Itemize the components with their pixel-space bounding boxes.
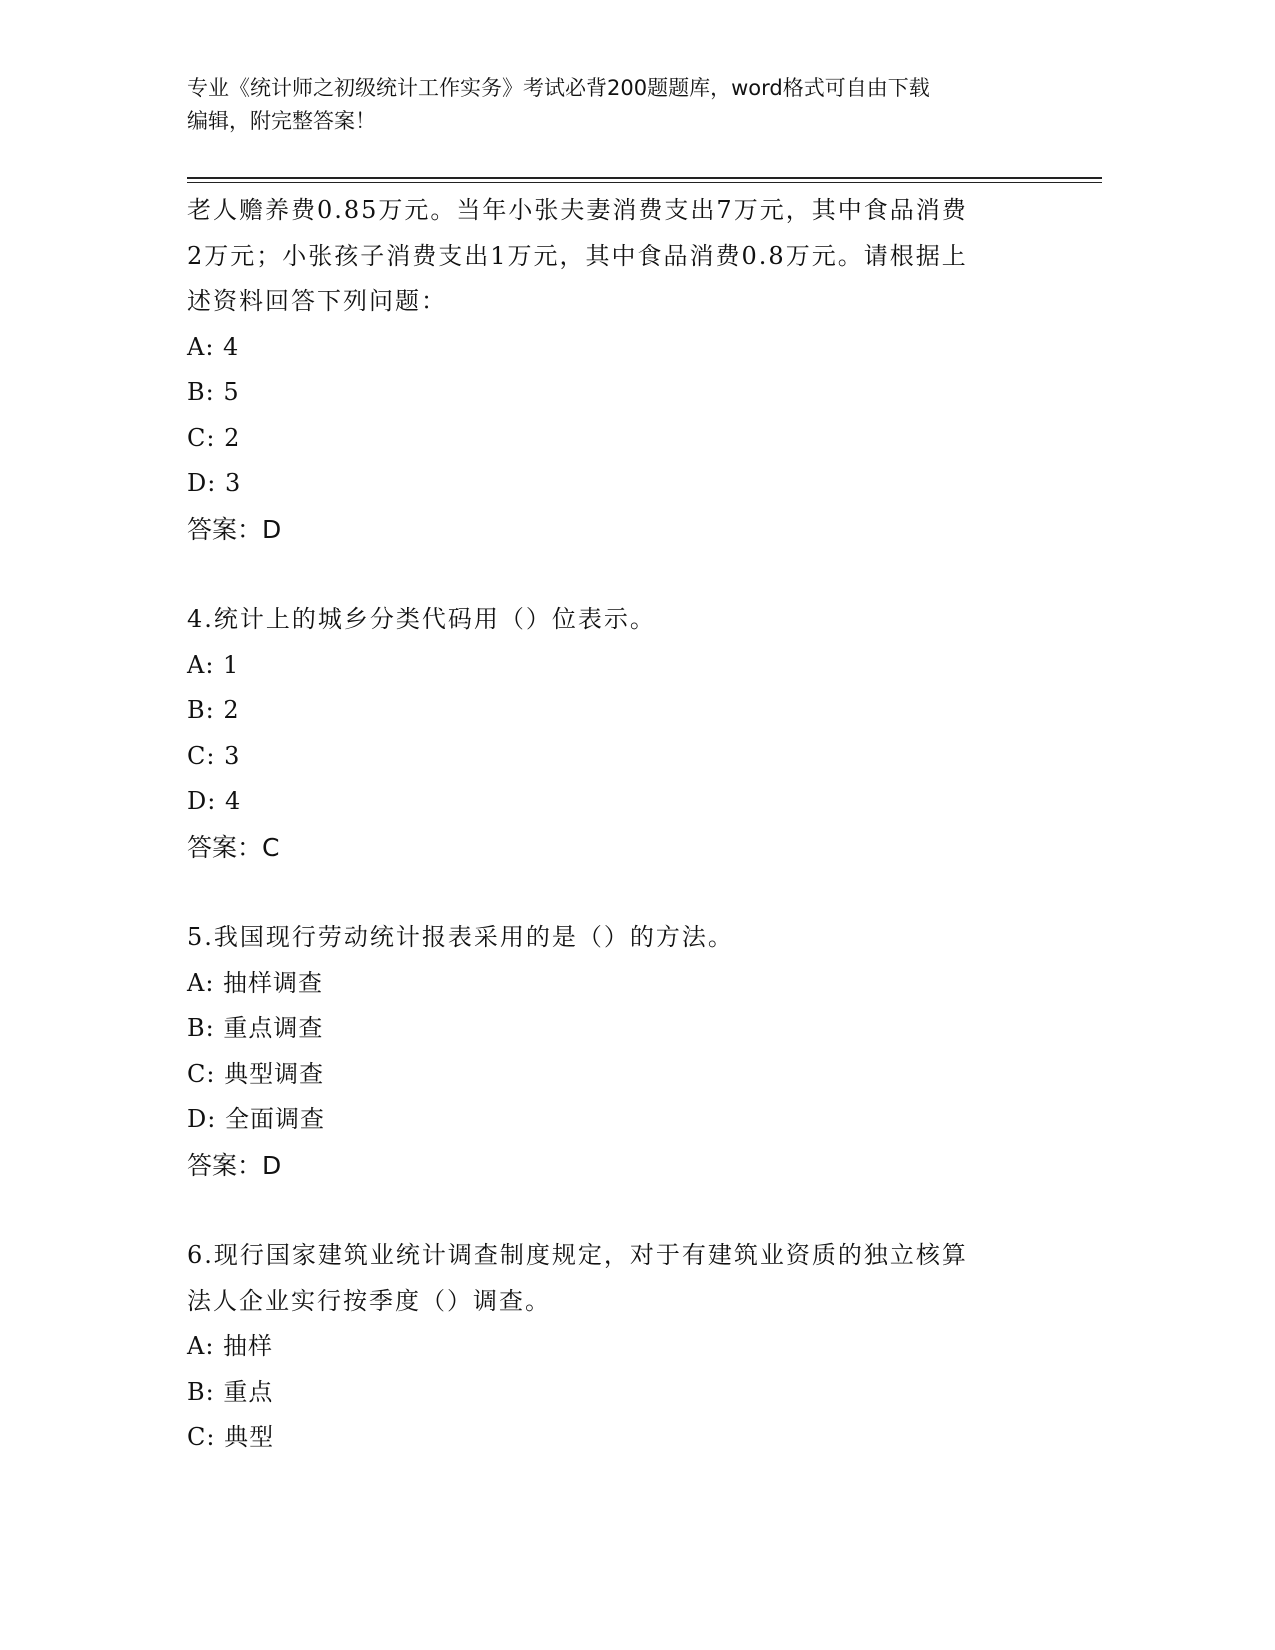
header-line-2: 编辑，附完整答案！ [187, 109, 376, 133]
question-3-option-c: C: 2 [187, 423, 241, 452]
question-6-option-a: A: 抽样 [187, 1332, 274, 1360]
question-6-stem-line: 法人企业实行按季度（）调查。 [187, 1286, 551, 1315]
document-header [187, 72, 1087, 138]
question-5-option-c: C: 典型调查 [187, 1059, 325, 1088]
question-4-option-a: A: 1 [187, 650, 240, 679]
question-3-option-d: D: 3 [187, 469, 242, 497]
question-4-option-c: C: 3 [187, 741, 241, 770]
question-6 [187, 1233, 1067, 1461]
question-3-stem-line: 2万元；小张孩子消费支出1万元，其中食品消费0.8万元。请根据上 [187, 241, 968, 270]
question-6-option-b: B: 重点 [187, 1377, 274, 1406]
question-4-stem-line: 4.统计上的城乡分类代码用（）位表示。 [187, 605, 656, 633]
question-5-stem-line: 5.我国现行劳动统计报表采用的是（）的方法。 [187, 923, 734, 951]
question-4-option-d: D: 4 [187, 787, 242, 815]
question-5-answer: 答案：D [187, 1150, 282, 1180]
question-4-option-b: B: 2 [187, 696, 240, 724]
question-3-stem-line: 老人赡养费0.85万元。当年小张夫妻消费支出7万元，其中食品消费 [187, 196, 968, 224]
question-5 [187, 915, 1067, 1188]
header-rule-thin [187, 182, 1102, 183]
question-6-stem-line: 6.现行国家建筑业统计调查制度规定，对于有建筑业资质的独立核算 [187, 1241, 968, 1269]
question-6-option-c: C: 典型 [187, 1423, 275, 1451]
question-3-answer: 答案：D [187, 514, 282, 544]
header-line-1: 专业《统计师之初级统计工作实务》考试必背200题题库，word格式可自由下载 [187, 76, 930, 100]
question-3-stem-line: 述资料回答下列问题： [187, 287, 447, 315]
header-rule-thick [187, 177, 1102, 179]
question-5-option-b: B: 重点调查 [187, 1014, 324, 1042]
question-5-option-d: D: 全面调查 [187, 1105, 325, 1133]
question-3-option-a: A: 4 [187, 332, 240, 361]
question-4 [187, 597, 1067, 870]
question-3-option-b: B: 5 [187, 378, 240, 406]
question-3 [187, 188, 1067, 552]
question-5-option-a: A: 抽样调查 [187, 968, 324, 997]
question-4-answer: 答案：C [187, 832, 280, 862]
question-list [187, 188, 1067, 1461]
